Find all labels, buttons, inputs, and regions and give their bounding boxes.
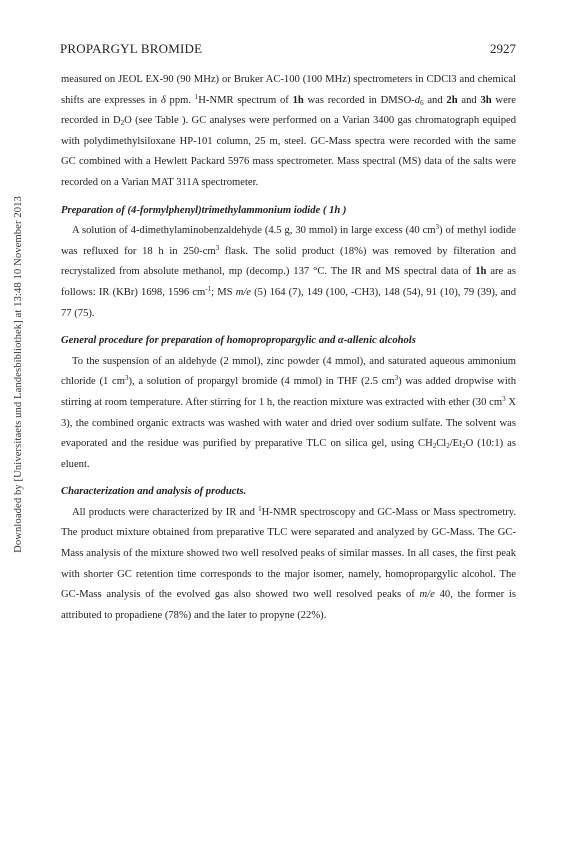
paragraph-preparation-1h: A solution of 4-dimethylaminobenzaldehyde (4.5 g, 30 mmol) in large excess (40 $cm^3$) of methyl iodide was refluxed for 18 h in $250-cm^3$ flask. The solid product (18%) was removed by filteration and recrystalized from absolute methanol, mp (decomp.) 137 °C. The IR and MS spectral data of 1h are as follows: IR (KBr) 1698, 1596 $cm^{-1}$; MS m/e (5) 164 (7), 149 (100, -CH3), 148 (54), 91 (10), 79 (39), and 77 (75).	[61, 223, 516, 319]
page-number: 2927	[490, 41, 516, 56]
paragraph-characterization: All products were characterized by IR and $^1$H-NMR spectroscopy and GC-Mass or Mass spectrometry. The product mixture obtained from preparative TLC were separated and analyzed by GC-Mass. The GC-Mass analysis of the mixture showed two well resolved peaks of similar masses. In all cases, the first peak with shorter GC retention time corresponds to the major isomer, namely, homopropargylic alcohol. The GC-Mass analysis of the evolved gas also showed two well resolved peaks of m/e 40, the former is attributed to propadiene (78%) and the later to propyne (22%).	[61, 504, 516, 621]
paragraph-instrumentation: measured on JEOL EX-90 (90 MHz) or Bruker AC-100 (100 MHz) spectrometers in CDCl3 and chemical shifts are expresses in δ ppm. $^1$H-NMR spectrum of 1h was recorded in DMSO-$d_6$ and 2h and 3h were recorded in $D_2O$ (see Table ). GC analyses were performed on a Varian 3400 gas chromatograph equiped with polydimethylsiloxane HP-101 column, 25 m, steel. GC-Mass spectra were recorded with the same GC combined with a Hewlett Packard 5976 mass spectrometer. Mass spectral (MS) data of the salts were recorded on a Varian MAT 311A spectrometer.	[61, 74, 517, 188]
section-heading-general-procedure: General procedure for preparation of homopropropargylic and α-allenic alcohols	[61, 335, 416, 347]
section-heading-characterization: Characterization and analysis of products.	[61, 486, 247, 498]
download-watermark	[11, 72, 25, 676]
article-body	[61, 70, 516, 626]
paragraph-general-procedure: To the suspension of an aldehyde (2 mmol), zinc powder (4 mmol), and saturated aqueous ammonium chloride (1 $cm^3$), a solution of propargyl bromide (4 mmol) in THF (2.5 $cm^3$) was added dropwise with stirring at room temperature. After stirring for 1 h, the reaction mixture was extracted with ether (30 $cm^3$ X 3), the combined organic extracts was washed with water and dried over sodium sulfate. The solvent was evaporated and the residue was purified by preparative TLC on silica gel, using $CH_2Cl_2/Et_2O$ (10:1) as eluent.	[61, 355, 517, 470]
watermark-text: Downloaded by [Universitaets und Landesbibliothek] at 13:48 10 November 2013	[12, 195, 24, 553]
section-heading-preparation-1h: Preparation of (4-formylphenyl)trimethylammonium iodide ( 1h )	[61, 204, 347, 216]
running-title: PROPARGYL BROMIDE	[60, 41, 203, 56]
